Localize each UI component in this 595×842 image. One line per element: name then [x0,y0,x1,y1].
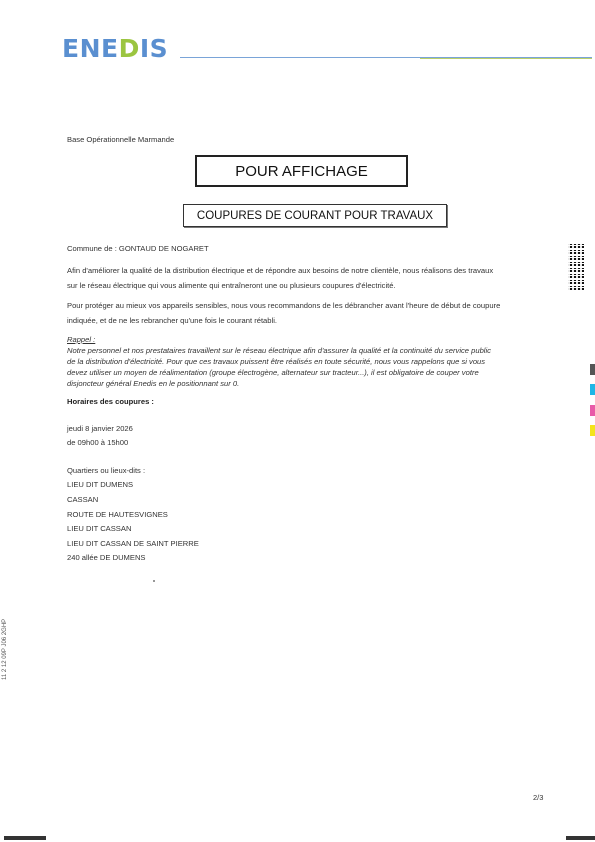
intro-line: Afin d'améliorer la qualité de la distribution électrique et de répondre aux besoins de notre clientèle, nous réalisons des travaux [67,266,494,275]
quartier-item: ROUTE DE HAUTESVIGNES [67,510,168,519]
rappel-line: devez utiliser un moyen de réalimentation (groupe électrogène, alternateur sur tracteur...), il est obligatoire de couper votre [67,368,479,377]
intro-line: sur le réseau électrique qui vous alimente qui entraîneront une ou plusieurs coupures d'électricité. [67,281,396,290]
magenta-swatch [590,405,595,416]
quartier-item: LIEU DIT DUMENS [67,480,134,489]
rappel-block [67,334,547,389]
recommendation-line: Pour protéger au mieux vos appareils sensibles, nous vous recommandons de les débrancher avant l'heure de début de coupure [67,301,501,310]
schedule-time: de 09h00 à 15h00 [67,438,129,447]
gray-swatch [590,364,595,375]
quartiers-heading: Quartiers ou lieux-dits : [67,466,146,475]
rappel-line: disjoncteur général Enedis en le positionnant sur 0. [67,379,240,388]
scan-edge-bar-right [566,836,595,840]
commune-line: Commune de : GONTAUD DE NOGARET [67,244,209,253]
header-rule-accent [420,58,592,59]
side-margin-code: 11 2 12 09P J06 2GHP [2,618,8,680]
quartier-item: LIEU DIT CASSAN DE SAINT PIERRE [67,539,199,548]
quartier-item: LIEU DIT CASSAN [67,524,132,533]
schedule-date: jeudi 8 janvier 2026 [67,424,133,433]
coupures-subtitle: COUPURES DE COURANT POUR TRAVAUX [183,204,447,227]
horaires-heading: Horaires des coupures : [67,397,154,406]
enedis-logo [62,34,168,63]
rappel-line: Notre personnel et nos prestataires travaillent sur le réseau électrique afin d'assurer la qualité et la continuité du service public [67,346,491,355]
recommendation-paragraph [67,298,547,328]
rappel-heading: Rappel : [67,335,96,344]
datamatrix-barcode [568,244,584,290]
recommendation-line: indiquée, et de ne les rebrancher qu'une fois le courant rétabli. [67,316,277,325]
logo-main: ENE [62,34,119,63]
logo-end: IS [139,34,169,63]
logo-accent: D [118,34,140,63]
quartier-item: 240 allée DE DUMENS [67,553,146,562]
yellow-swatch [590,425,595,436]
intro-paragraph [67,263,547,293]
scan-speck [153,580,155,582]
page-number: 2/3 [533,793,544,802]
pour-affichage-title: POUR AFFICHAGE [195,155,408,187]
rappel-line: de la distribution d'électricité. Pour que ces travaux puissent être réalisés en toute sécurité, nous vous rappelons que si vous [67,357,486,366]
quartier-item: CASSAN [67,495,99,504]
base-operationnelle: Base Opérationnelle Marmande [67,135,175,144]
cyan-swatch [590,384,595,395]
scan-edge-bar-left [4,836,46,840]
